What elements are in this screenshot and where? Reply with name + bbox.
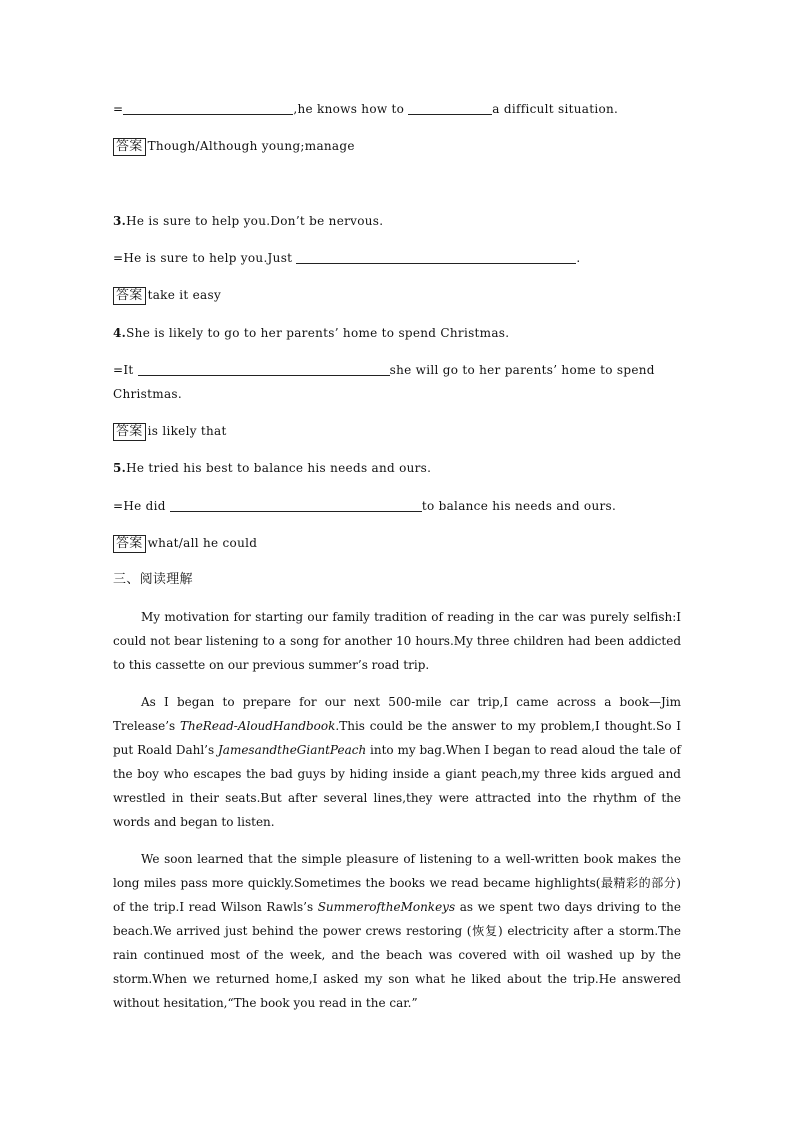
book-title-summer-of-the-monkeys: SummeroftheMonkeys (317, 900, 456, 914)
q3-rewrite-prefix: =He is sure to help you.Just (113, 251, 297, 265)
q2-rewrite-line (113, 97, 681, 121)
q3-answer-line (113, 283, 681, 307)
q4-rewrite-line (113, 358, 681, 382)
q4-blank[interactable] (138, 361, 390, 376)
q3-sentence: He is sure to help you.Don’t be nervous. (126, 214, 384, 228)
q4-rewrite-suffix: she will go to her parents’ home to spend (389, 363, 655, 377)
q4-rewrite-cont-line (113, 382, 681, 406)
section-heading: 三、阅读理解 (113, 572, 193, 587)
passage-p3-part-b: as we spent two days driving to the beach.We arrived just behind the power crews restoring (恢复) electricity after a storm.The rain continued most of the week, and the beach was covered with oil washed up by the storm.When we returned home,I asked my son what he liked about the trip.He answered without hesitation,“The book you read in the car.” (113, 900, 681, 1010)
q3-number: 3. (113, 214, 127, 228)
q4-sentence-line (113, 321, 681, 345)
q3-answer-label: 答案 (113, 287, 146, 305)
q4-number: 4. (113, 326, 127, 340)
passage-paragraph-1 (113, 605, 681, 677)
q4-rewrite-cont: Christmas. (113, 387, 182, 401)
passage-p1-text: My motivation for starting our family tradition of reading in the car was purely selfish:I could not bear listening to a song for another 10 hours.My three children had been addicted to this cassette on our previous summer’s road trip. (113, 610, 681, 672)
q5-sentence-line (113, 456, 681, 480)
q5-rewrite-line (113, 494, 681, 518)
q5-rewrite-prefix: =He did (113, 499, 170, 513)
q2-rewrite-suffix: a difficult situation. (492, 102, 619, 116)
q2-answer: Though/Although young;manage (147, 139, 355, 153)
q4-answer: is likely that (147, 424, 227, 438)
q2-rewrite-mid: ,he knows how to (293, 102, 409, 116)
q2-blank-2[interactable] (408, 100, 492, 115)
passage-p2-part-b: .This could be the answer to my problem,I thought.So I put Roald Dahl’s (113, 719, 682, 757)
q5-answer-label: 答案 (113, 535, 146, 553)
passage-p2-part-a: As I began to prepare for our next 500-mile car trip,I came across a book—Jim Trelease’s (113, 695, 681, 733)
q2-rewrite-prefix: = (113, 102, 124, 116)
passage-p3-text (113, 847, 681, 1015)
q3-blank[interactable] (296, 249, 576, 264)
q4-rewrite-prefix: =It (113, 363, 138, 377)
q2-blank-1[interactable] (123, 100, 293, 115)
q5-number: 5. (113, 461, 127, 475)
q3-answer: take it easy (147, 288, 222, 302)
q3-rewrite-line (113, 246, 681, 270)
passage-p2-text (113, 690, 681, 834)
q3-rewrite-suffix: . (576, 251, 581, 265)
q2-answer-line (113, 134, 681, 158)
q5-blank[interactable] (170, 497, 422, 512)
q5-sentence: He tried his best to balance his needs and ours. (126, 461, 432, 475)
passage-p2-part-c: into my bag.When I began to read aloud the tale of the boy who escapes the bad guys by hiding inside a giant peach,my three kids argued and wrestled in their seats.But after several lines,they were attracted into the rhythm of the words and began to listen. (113, 743, 681, 829)
q4-answer-line (113, 419, 681, 443)
passage-paragraph-3 (113, 847, 681, 1015)
passage-p3-part-a: We soon learned that the simple pleasure of listening to a well-written book makes the long miles pass more quickly.Sometimes the books we read became highlights(最精彩的部分) of the trip.I read Wilson Rawls’s (113, 852, 681, 914)
q2-answer-label: 答案 (113, 138, 146, 156)
q5-answer-line (113, 531, 681, 555)
q4-sentence: She is likely to go to her parents’ home to spend Christmas. (126, 326, 510, 340)
q5-answer: what/all he could (147, 536, 258, 550)
passage-paragraph-2 (113, 690, 681, 834)
q5-rewrite-suffix: to balance his needs and ours. (421, 499, 617, 513)
book-title-james-giant-peach: JamesandtheGiantPeach (217, 743, 367, 757)
q3-sentence-line (113, 209, 681, 233)
book-title-read-aloud-handbook: TheRead-AloudHandbook (179, 719, 336, 733)
q4-answer-label: 答案 (113, 423, 146, 441)
